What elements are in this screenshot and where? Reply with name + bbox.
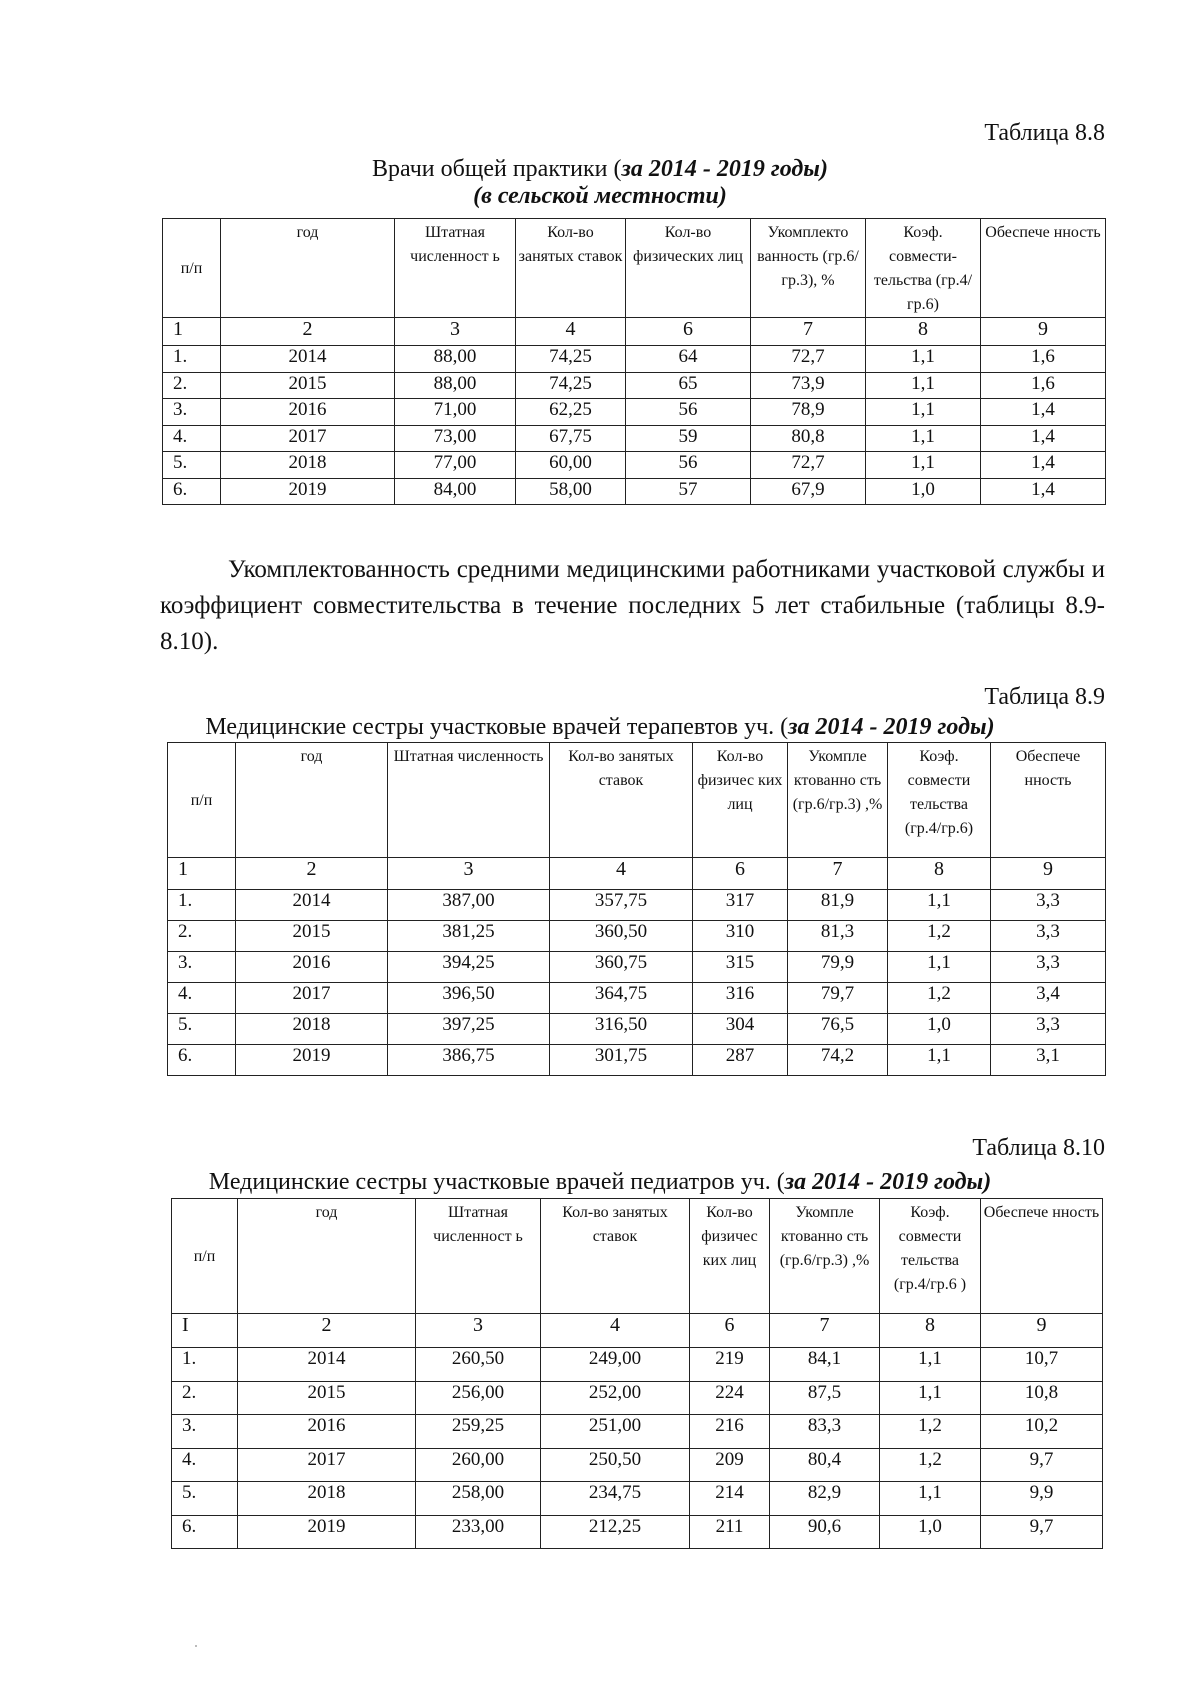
table-cell: 1,1 — [888, 952, 991, 983]
table-cell: 4 — [550, 858, 693, 890]
table-cell: 73,9 — [751, 372, 866, 399]
table-header-row — [172, 1199, 1103, 1314]
table-cell: 2015 — [238, 1381, 416, 1415]
table-cell: п/п — [168, 743, 236, 858]
table-cell: 2019 — [236, 1045, 388, 1076]
table-cell: 87,5 — [770, 1381, 880, 1415]
table-cell: I — [172, 1314, 238, 1348]
table-cell: п/п — [163, 219, 221, 318]
table-cell: 56 — [626, 399, 751, 426]
table-cell: 3,4 — [991, 983, 1106, 1014]
table-row — [172, 1515, 1103, 1549]
table-cell: 3 — [416, 1314, 541, 1348]
table-cell: 80,4 — [770, 1448, 880, 1482]
table-cell: 73,00 — [395, 425, 516, 452]
table-cell: 64 — [626, 346, 751, 373]
table-cell: 81,3 — [788, 921, 888, 952]
table-cell: Укомпле ктованно сть (гр.6/гр.3) ,% — [788, 743, 888, 858]
table-8-10-label: Таблица 8.10 — [972, 1135, 1105, 1161]
table-cell: 6 — [626, 318, 751, 346]
table-row — [163, 372, 1106, 399]
table-8-8-title: Врачи общей практики (за 2014 - 2019 годы) — [372, 156, 828, 182]
table-header-row — [168, 743, 1106, 858]
table-cell: 2015 — [236, 921, 388, 952]
table-cell: Обеспече нность — [981, 1199, 1103, 1314]
table-cell: Кол-во занятых ставок — [516, 219, 626, 318]
table-cell: 88,00 — [395, 372, 516, 399]
table-cell: 258,00 — [416, 1482, 541, 1516]
table-cell: 79,9 — [788, 952, 888, 983]
table-cell: 3,3 — [991, 1014, 1106, 1045]
table-row — [168, 890, 1106, 921]
table-cell: 1. — [168, 890, 236, 921]
table-cell: 1. — [172, 1348, 238, 1382]
table-cell: 2018 — [221, 452, 395, 479]
table-cell: 76,5 — [788, 1014, 888, 1045]
body-paragraph: Укомплектованность средними медицинскими работниками участковой службы и коэффициент совместительства в течение последних 5 лет стабильные (таблицы 8.9-8.10). — [160, 556, 1105, 655]
table-cell: 381,25 — [388, 921, 550, 952]
table-cell: 1,0 — [888, 1014, 991, 1045]
table-cell: 233,00 — [416, 1515, 541, 1549]
column-number-row — [168, 858, 1106, 890]
table-cell: 83,3 — [770, 1415, 880, 1449]
table-cell: 387,00 — [388, 890, 550, 921]
table-cell: 71,00 — [395, 399, 516, 426]
table-cell: 2 — [236, 858, 388, 890]
table-cell: 1,0 — [866, 478, 981, 505]
table-cell: 301,75 — [550, 1045, 693, 1076]
table-row — [168, 983, 1106, 1014]
table-cell: Кол-во физичес ких лиц — [693, 743, 788, 858]
table-cell: 1,1 — [880, 1381, 981, 1415]
table-cell: 316 — [693, 983, 788, 1014]
table-cell: 4 — [541, 1314, 690, 1348]
table-cell: 386,75 — [388, 1045, 550, 1076]
table-cell: 2015 — [221, 372, 395, 399]
table-cell: 1. — [163, 346, 221, 373]
table-8-9 — [167, 742, 1106, 1076]
table-cell: 2 — [238, 1314, 416, 1348]
table-cell: 2. — [163, 372, 221, 399]
table-cell: 1,1 — [866, 452, 981, 479]
table-cell: 72,7 — [751, 346, 866, 373]
table-cell: 2017 — [221, 425, 395, 452]
table-cell: 2. — [168, 921, 236, 952]
table-cell: 364,75 — [550, 983, 693, 1014]
table-cell: 1,2 — [880, 1448, 981, 1482]
table-cell: 67,75 — [516, 425, 626, 452]
table-cell: 287 — [693, 1045, 788, 1076]
table-cell: 3,1 — [991, 1045, 1106, 1076]
table-cell: 260,50 — [416, 1348, 541, 1382]
table-cell: 6. — [172, 1515, 238, 1549]
table-cell: 1,1 — [888, 1045, 991, 1076]
table-8-8-label: Таблица 8.8 — [984, 120, 1105, 146]
table-cell: 3. — [163, 399, 221, 426]
table-cell: 316,50 — [550, 1014, 693, 1045]
table-cell: 72,7 — [751, 452, 866, 479]
table-cell: 2 — [221, 318, 395, 346]
table-cell: 1,1 — [866, 425, 981, 452]
table-cell: 216 — [690, 1415, 770, 1449]
table-row — [172, 1415, 1103, 1449]
table-cell: 9 — [981, 318, 1106, 346]
table-cell: 7 — [751, 318, 866, 346]
table-row — [172, 1381, 1103, 1415]
table-cell: 1,1 — [880, 1482, 981, 1516]
table-cell: 1,1 — [866, 399, 981, 426]
table-cell: 8 — [866, 318, 981, 346]
table-cell: 9 — [991, 858, 1106, 890]
table-cell: 396,50 — [388, 983, 550, 1014]
table-cell: 3. — [168, 952, 236, 983]
table-cell: 10,8 — [981, 1381, 1103, 1415]
table-8-8-subtitle: (в сельской местности) — [473, 183, 727, 209]
table-cell: Коэф. совмести тельства (гр.4/гр.6) — [888, 743, 991, 858]
table-cell: 6. — [163, 478, 221, 505]
table-cell: 2018 — [236, 1014, 388, 1045]
table-cell: 315 — [693, 952, 788, 983]
table-cell: 2019 — [238, 1515, 416, 1549]
table-cell: 357,75 — [550, 890, 693, 921]
table-cell: 249,00 — [541, 1348, 690, 1382]
table-cell: 304 — [693, 1014, 788, 1045]
table-cell: 360,50 — [550, 921, 693, 952]
table-cell: 310 — [693, 921, 788, 952]
table-cell: 394,25 — [388, 952, 550, 983]
table-cell: 6 — [690, 1314, 770, 1348]
table-cell: 79,7 — [788, 983, 888, 1014]
table-cell: Штатная численност ь — [395, 219, 516, 318]
table-cell: 250,50 — [541, 1448, 690, 1482]
table-cell: Штатная численност ь — [416, 1199, 541, 1314]
table-cell: Обеспече нность — [991, 743, 1106, 858]
table-cell: 3. — [172, 1415, 238, 1449]
table-cell: 2018 — [238, 1482, 416, 1516]
table-cell: 60,00 — [516, 452, 626, 479]
table-cell: Коэф. совмести тельства (гр.4/гр.6 ) — [880, 1199, 981, 1314]
table-cell: 1,1 — [888, 890, 991, 921]
table-cell: 5. — [163, 452, 221, 479]
table-cell: 252,00 — [541, 1381, 690, 1415]
table-cell: Укомпле ктованно сть (гр.6/гр.3) ,% — [770, 1199, 880, 1314]
table-cell: 2014 — [221, 346, 395, 373]
table-cell: 3 — [388, 858, 550, 890]
table-cell: 7 — [770, 1314, 880, 1348]
table-cell: 3,3 — [991, 952, 1106, 983]
table-row — [168, 952, 1106, 983]
table-cell: 8 — [888, 858, 991, 890]
table-cell: 397,25 — [388, 1014, 550, 1045]
table-cell: 1,4 — [981, 399, 1106, 426]
table-cell: Кол-во занятых ставок — [550, 743, 693, 858]
table-cell: 57 — [626, 478, 751, 505]
table-row — [168, 1014, 1106, 1045]
table-cell: 3 — [395, 318, 516, 346]
table-cell: 84,00 — [395, 478, 516, 505]
table-cell: 4. — [163, 425, 221, 452]
table-cell: год — [236, 743, 388, 858]
table-cell: 224 — [690, 1381, 770, 1415]
table-8-10-title: Медицинские сестры участковые врачей педиатров уч. (за 2014 - 2019 годы) — [208, 1169, 992, 1195]
table-8-8 — [162, 218, 1106, 505]
table-cell: 1 — [163, 318, 221, 346]
table-cell: 3,3 — [991, 921, 1106, 952]
table-cell: 10,7 — [981, 1348, 1103, 1382]
table-cell: 2017 — [236, 983, 388, 1014]
table-cell: 67,9 — [751, 478, 866, 505]
table-cell: 1,4 — [981, 425, 1106, 452]
table-cell: 209 — [690, 1448, 770, 1482]
table-header-row — [163, 219, 1106, 318]
table-8-9-label: Таблица 8.9 — [984, 684, 1105, 710]
table-cell: 78,9 — [751, 399, 866, 426]
table-cell: 2. — [172, 1381, 238, 1415]
table-cell: 1,2 — [888, 921, 991, 952]
table-row — [172, 1448, 1103, 1482]
table-cell: 5. — [172, 1482, 238, 1516]
table-cell: 4. — [168, 983, 236, 1014]
table-cell: 81,9 — [788, 890, 888, 921]
table-cell: 1 — [168, 858, 236, 890]
table-cell: Обеспече нность — [981, 219, 1106, 318]
table-cell: 4 — [516, 318, 626, 346]
table-cell: 74,25 — [516, 372, 626, 399]
table-cell: 1,2 — [888, 983, 991, 1014]
column-number-row — [172, 1314, 1103, 1348]
table-row — [163, 478, 1106, 505]
table-cell: 1,1 — [866, 346, 981, 373]
table-cell: 212,25 — [541, 1515, 690, 1549]
table-row — [168, 921, 1106, 952]
table-cell: 5. — [168, 1014, 236, 1045]
table-cell: 211 — [690, 1515, 770, 1549]
table-cell: 1,4 — [981, 452, 1106, 479]
table-cell: 1,6 — [981, 372, 1106, 399]
table-cell: Коэф. совмести- тельства (гр.4/гр.6) — [866, 219, 981, 318]
table-cell: 2019 — [221, 478, 395, 505]
table-cell: 2014 — [236, 890, 388, 921]
table-cell: 4. — [172, 1448, 238, 1482]
table-cell: 1,1 — [866, 372, 981, 399]
table-cell: 58,00 — [516, 478, 626, 505]
table-8-9-title: Медицинские сестры участковые врачей терапевтов уч. (за 2014 - 2019 годы) — [205, 714, 995, 740]
table-cell: 317 — [693, 890, 788, 921]
table-cell: 234,75 — [541, 1482, 690, 1516]
table-cell: год — [238, 1199, 416, 1314]
table-cell: Кол-во физических лиц — [626, 219, 751, 318]
table-cell: 2016 — [221, 399, 395, 426]
table-row — [168, 1045, 1106, 1076]
table-cell: 2017 — [238, 1448, 416, 1482]
table-cell: Кол-во физичес ких лиц — [690, 1199, 770, 1314]
table-cell: год — [221, 219, 395, 318]
table-cell: п/п — [172, 1199, 238, 1314]
table-row — [163, 346, 1106, 373]
table-cell: 1,1 — [880, 1348, 981, 1382]
table-cell: 214 — [690, 1482, 770, 1516]
table-cell: 74,25 — [516, 346, 626, 373]
table-row — [172, 1482, 1103, 1516]
table-cell: 80,8 — [751, 425, 866, 452]
table-cell: 251,00 — [541, 1415, 690, 1449]
table-cell: 9,7 — [981, 1448, 1103, 1482]
table-cell: Кол-во занятых ставок — [541, 1199, 690, 1314]
table-cell: 219 — [690, 1348, 770, 1382]
table-cell: 9 — [981, 1314, 1103, 1348]
table-cell: 82,9 — [770, 1482, 880, 1516]
table-cell: 8 — [880, 1314, 981, 1348]
table-cell: 259,25 — [416, 1415, 541, 1449]
table-cell: 59 — [626, 425, 751, 452]
table-cell: 88,00 — [395, 346, 516, 373]
table-cell: 3,3 — [991, 890, 1106, 921]
table-cell: 2016 — [238, 1415, 416, 1449]
table-cell: 1,0 — [880, 1515, 981, 1549]
table-cell: 2016 — [236, 952, 388, 983]
table-cell: 2014 — [238, 1348, 416, 1382]
table-cell: 6. — [168, 1045, 236, 1076]
table-cell: 1,4 — [981, 478, 1106, 505]
table-row — [163, 452, 1106, 479]
table-cell: 256,00 — [416, 1381, 541, 1415]
table-cell: 360,75 — [550, 952, 693, 983]
table-cell: 62,25 — [516, 399, 626, 426]
table-cell: Укомплекто ванность (гр.6/гр.3), % — [751, 219, 866, 318]
table-cell: 77,00 — [395, 452, 516, 479]
table-cell: Штатная численность — [388, 743, 550, 858]
table-cell: 56 — [626, 452, 751, 479]
table-8-10 — [171, 1198, 1103, 1549]
table-row — [172, 1348, 1103, 1382]
scan-speck — [195, 1645, 197, 1647]
table-row — [163, 399, 1106, 426]
table-cell: 1,6 — [981, 346, 1106, 373]
table-cell: 7 — [788, 858, 888, 890]
table-cell: 6 — [693, 858, 788, 890]
table-cell: 74,2 — [788, 1045, 888, 1076]
table-cell: 90,6 — [770, 1515, 880, 1549]
table-cell: 1,2 — [880, 1415, 981, 1449]
table-cell: 9,7 — [981, 1515, 1103, 1549]
table-cell: 9,9 — [981, 1482, 1103, 1516]
column-number-row — [163, 318, 1106, 346]
table-row — [163, 425, 1106, 452]
table-cell: 84,1 — [770, 1348, 880, 1382]
table-cell: 10,2 — [981, 1415, 1103, 1449]
table-cell: 65 — [626, 372, 751, 399]
table-cell: 260,00 — [416, 1448, 541, 1482]
